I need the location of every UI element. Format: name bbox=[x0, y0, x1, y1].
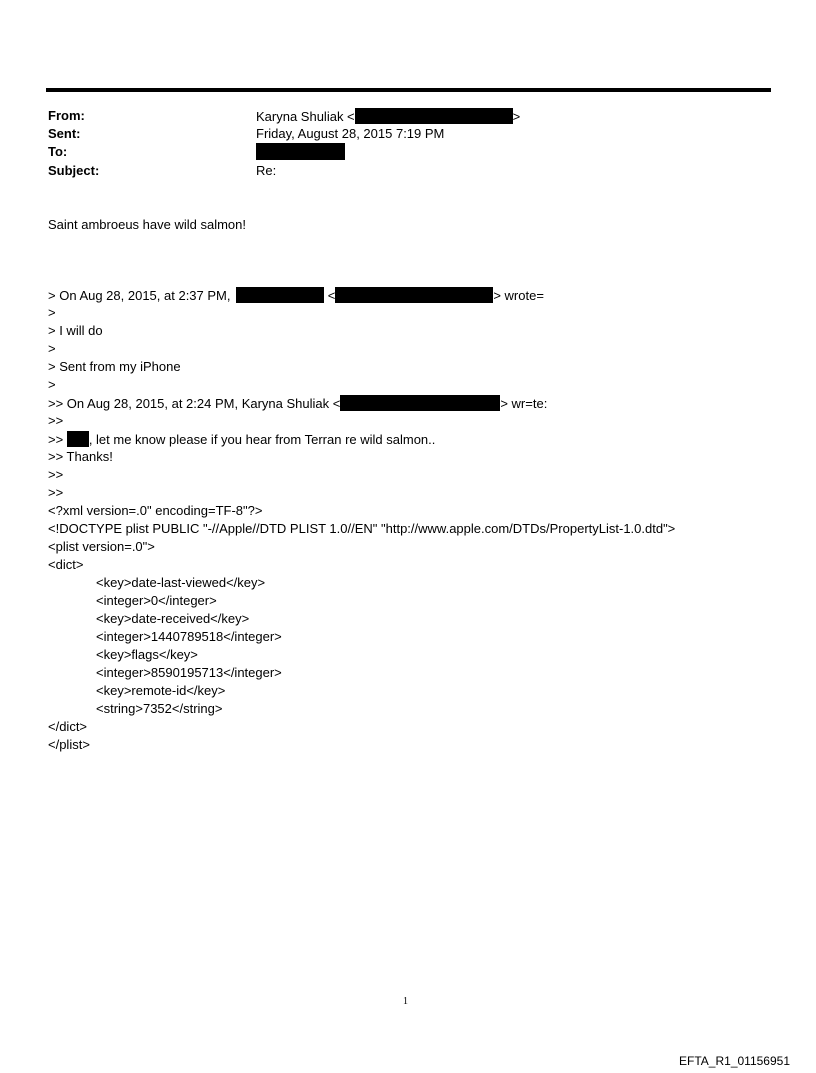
plist-line: <key>date-received</key> bbox=[96, 611, 250, 626]
subject-label: Subject: bbox=[48, 163, 100, 178]
plist-line: <plist version=.0"> bbox=[48, 539, 155, 554]
quoted-line bbox=[48, 287, 675, 305]
plist-line: <key>flags</key> bbox=[96, 647, 198, 662]
redaction-box bbox=[335, 287, 493, 303]
plist-line: <!DOCTYPE plist PUBLIC "-//Apple//DTD PLIST 1.0//EN" "http://www.apple.com/DTDs/PropertyList-1.0.dtd"> bbox=[48, 521, 676, 536]
plist-line: </dict> bbox=[48, 719, 88, 734]
plist-line: <integer>1440789518</integer> bbox=[96, 629, 282, 644]
redaction-box bbox=[236, 287, 324, 303]
quoted-text: > wrote= bbox=[493, 288, 544, 303]
from-name: Karyna Shuliak < bbox=[256, 109, 355, 124]
plist-line: <key>remote-id</key> bbox=[96, 683, 226, 698]
quoted-line bbox=[48, 395, 675, 413]
redaction-box bbox=[67, 431, 89, 447]
plist-line: <dict> bbox=[48, 557, 84, 572]
quoted-line: >> Thanks! bbox=[48, 449, 113, 464]
plist-line: <string>7352</string> bbox=[96, 701, 223, 716]
redaction-box bbox=[355, 108, 513, 124]
to-value bbox=[256, 143, 345, 164]
plist-line: <integer>8590195713</integer> bbox=[96, 665, 282, 680]
plist-line: <?xml version=.0" encoding=TF-8"?> bbox=[48, 503, 263, 518]
quoted-text: > On Aug 28, 2015, at 2:37 PM, bbox=[48, 288, 231, 303]
quoted-line: >> bbox=[48, 413, 64, 428]
from-value bbox=[256, 108, 520, 125]
quoted-line: > bbox=[48, 341, 56, 356]
quoted-text: > wr=te: bbox=[500, 396, 548, 411]
quoted-text: , let me know please if you hear from Terran re wild salmon.. bbox=[88, 432, 436, 447]
from-close: > bbox=[512, 109, 521, 124]
to-label: To: bbox=[48, 144, 68, 159]
plist-line: </plist> bbox=[48, 737, 90, 752]
quoted-text: >> On Aug 28, 2015, at 2:24 PM, Karyna Shuliak < bbox=[48, 396, 341, 411]
subject-value: Re: bbox=[256, 163, 277, 178]
sent-label: Sent: bbox=[48, 126, 81, 141]
sent-value: Friday, August 28, 2015 7:19 PM bbox=[256, 126, 445, 141]
quoted-text: < bbox=[327, 288, 336, 303]
document-id: EFTA_R1_01156951 bbox=[679, 1054, 790, 1068]
quoted-line: >> bbox=[48, 485, 64, 500]
from-label: From: bbox=[48, 108, 85, 123]
quoted-line: > bbox=[48, 305, 56, 320]
quoted-line bbox=[48, 431, 675, 449]
redaction-box bbox=[256, 143, 345, 160]
redaction-box bbox=[340, 395, 500, 411]
quoted-thread bbox=[48, 287, 675, 755]
plist-line: <key>date-last-viewed</key> bbox=[96, 575, 266, 590]
quoted-text: >> bbox=[48, 432, 64, 447]
page-number: 1 bbox=[403, 996, 408, 1007]
quoted-line: > I will do bbox=[48, 323, 103, 338]
plist-line: <integer>0</integer> bbox=[96, 593, 217, 608]
quoted-line: > Sent from my iPhone bbox=[48, 359, 181, 374]
quoted-line: >> bbox=[48, 467, 64, 482]
quoted-line: > bbox=[48, 377, 56, 392]
header-rule bbox=[46, 88, 771, 92]
message-body: Saint ambroeus have wild salmon! bbox=[48, 217, 246, 232]
